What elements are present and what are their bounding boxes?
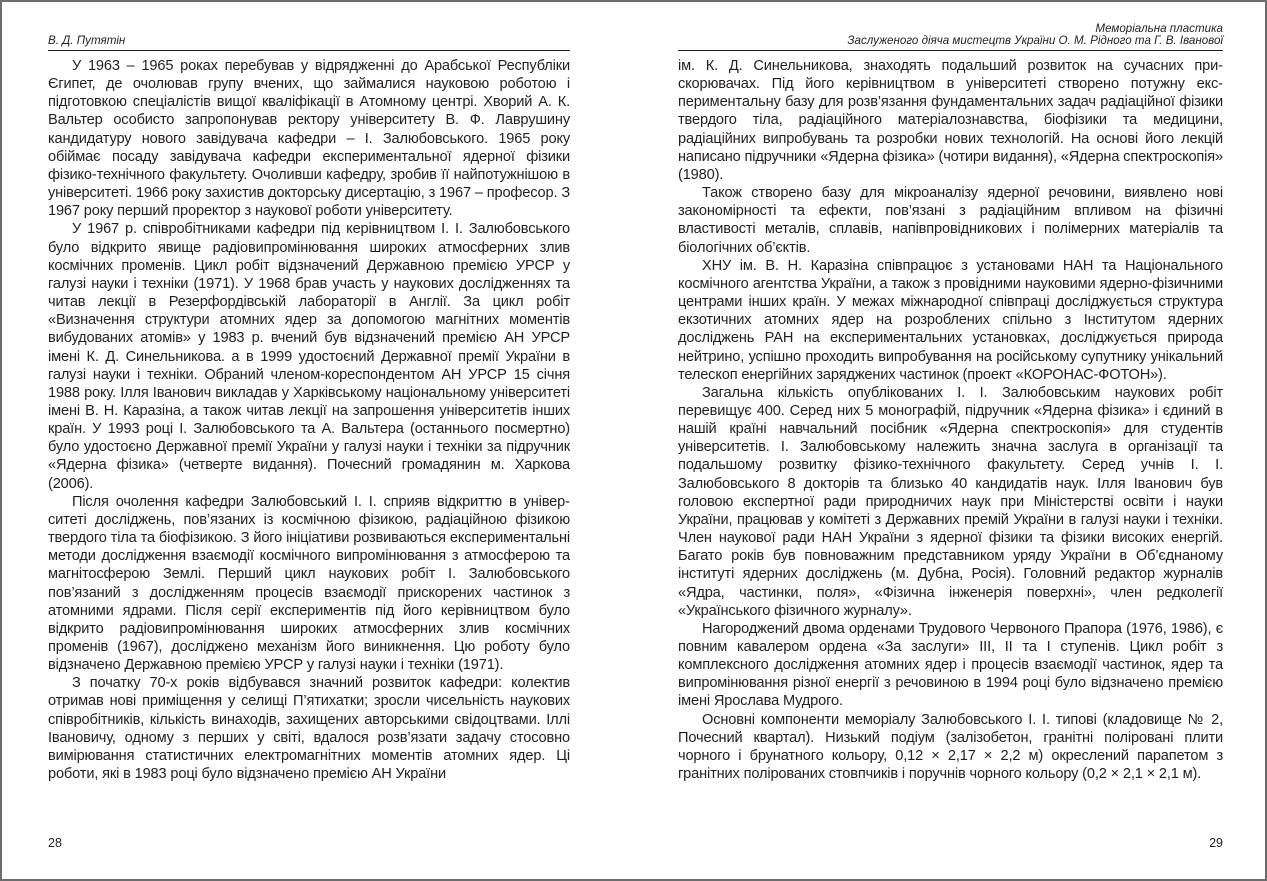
paragraph: У 1967 р. співробітниками кафедри під керівництвом І. І. Залюбовського було відкрито явище радіовипромінювання широких атмосферних злив космічних променів. Цикл робіт відзначений Державною премією УРСР у галузі науки і техніки (1971). У 1968 брав участь у наукових дослідженнях та читав лекції в Резерфордівській лабораторії в Англії. За цикл робіт «Визначення структури атомних ядер за допомогою магнітних моментів вибудованих атомів» у 1983 р. вчений був відзначений премією АН УРСР імені К. Д. Синельникова. а в 1999 удостоєний Державної премії України в галузі науки і техніки. Обраний членом-кореспондентом АН УРСР 15 січня 1988 року. Ілля Іванович викладав у Харківському національному університеті імені В. Н. Каразіна, а також читав лекції на запрошення університетів інших країн. У 1993 році І. Залюбовського та А. Вальтера (останнього посмертно) було удостоєно Державної премії України у галузі науки і техніки за підручник «Ядерна фізика» (четверте видання). Почесний громадянин м. Харкова (2006). — [48, 221, 570, 492]
left-page-body — [48, 57, 570, 783]
paragraph: ХНУ ім. В. Н. Каразіна співпрацює з установами НАН та Національного космічного агентства України, а також з провідними науковими ядерно-фізичними центрами інших країн. У межах міжнародної співпраці досліджується структура екзотичних атомних ядер на розроблених спільно з Інститутом ядерних досліджень РАН на експериментальних установках, досліджується природа нейтрино, успішно проходить випробування на російському супутнику унікальний телескоп енергійних заряджених частинок (проект «КОРОНАС-ФОТОН»). — [678, 257, 1223, 383]
running-head-left — [48, 2, 570, 51]
page-number-left: 28 — [48, 836, 62, 850]
page-number-right: 29 — [1209, 836, 1223, 850]
paragraph: Нагороджений двома орденами Трудового Червоного Прапора (1976, 1986), є повним кавалером ордена «За заслуги» III, II та I ступенів. Цикл робіт з комплексного дослідження атомних ядер і процесів взаємодії частинок, ядер та випромінювання різної енергії з речовиною в 1994 році було відзначено премією імені Ярослава Мудрого. — [678, 620, 1223, 710]
right-page — [678, 2, 1223, 879]
paragraph: Загальна кількість опублікованих І. І. Залюбовським наукових робіт перевищує 400. Серед них 5 монографій, підручник «Ядерна фізика» і єдиний в нашій країні навчальний посібник «Ядерна спектроскопія» для студентів університетів. І. Залюбовському належить значна заслуга в організації та подальшому розвитку фізико-технічного факультету. Серед учнів І. І. Залюбовського 8 докторів та близько 40 кандидатів наук. Ілля Іванович був головою експертної ради природничих наук при Міністерстві освіти і науки України, працював у комітеті з Державних премій України в галузі науки і техніки. Член наукової ради НАН України з ядерної фізики та фізики високих енергій. Багато років був повноважним представником уряду України в Об’єднаному інституті ядерних досліджень (м. Дубна, Росія). Головний редактор журналів «Ядра, частинки, поля», «Фізична інженерія поверхні», член редколегії «Українського фізичного журналу». — [678, 384, 1223, 619]
running-head-right — [678, 2, 1223, 51]
right-page-body — [678, 57, 1223, 783]
left-page — [48, 2, 570, 879]
continued-paragraph: ім. К. Д. Синельникова, знаходять подальший розвиток на сучасних прискорювачах. Під його керівництвом в університеті створено потужну експериментальну базу для розв’язання фундаментальних задач радіаційної фізики твердого тіла, радіаційного матеріалознавства, біофізики та медицини, радіаційних випробувань та розробки нових технологій. На основі його лекцій написано підручники «Ядерна фізика» (чотири видання), «Ядерна спектроскопія» (1980). — [678, 58, 1223, 183]
paragraph: Також створено базу для мікроаналізу ядерної речовини, виявлено нові закономірності та ефекти, пов’язані з радіаційним впливом на фізичні властивості металів, сплавів, напівпровідникових і полімерних матеріалів та біологічних об’єктів. — [678, 185, 1223, 256]
running-head-title-line-1: Меморіальна пластика — [1095, 22, 1223, 35]
running-head-title-line-2: Заслуженого діяча мистецтв України О. М. Рідного та Г. В. Іванової — [847, 34, 1223, 47]
paragraph: Основні компоненти меморіалу Залюбовського І. І. типові (кладовище № 2, Почесний квартал). Низький подіум (залізобетон, гранітні поліровані плити чорного і брунатного кольору, 0,12 × 2,17 × 2,2 м) окреслений парапетом з гранітних полірованих стовпчиків і поручнів чорного кольору (0,2 × 2,1 × 2,1 м). — [678, 711, 1223, 783]
paragraph: У 1963 – 1965 роках перебував у відрядженні до Арабської Республіки Єгипет, де очолював групу вчених, що займалися науковою роботою і підготовкою спеціалістів вищої кваліфікації в Атомному центрі. Хворий А. К. Вальтер особисто запропонував ректору університету В. Ф. Лаврушину кандидатуру нового завідувача кафедри – І. Залюбовського. 1965 року обіймає посаду завідувача кафедри експериментальної ядерної фізики фізико-технічного факультету. Очоливши кафедру, зробив її найпотужнішою в університеті. 1966 року захистив докторську дисертацію, з 1967 – професор. З 1967 року перший проректор з наукової роботи університету. — [48, 58, 570, 220]
paragraph: Після очолення кафедри Залюбовський І. І. сприяв відкриттю в університеті досліджень, пов’язаних із космічною фізикою, радіаційною фізикою твердого тіла та біофізикою. З його ініціативи розвиваються експериментальні методи дослідження взаємодії космічного випромінювання з атмосферою та магнітосферою Землі. Перший цикл наукових робіт І. Залюбовського пов’язаний з дослідженням процесів взаємодії прискорених частинок з атомними ядрами. Після серії експериментів під його керівництвом було відкрито радіовипромінювання широких атмосферних злив космічних променів (1967), досліджено механізм його виникнення. Цю роботу було відзначено Державною премією УРСР у галузі науки і техніки (1971). — [48, 493, 570, 674]
paragraph: З початку 70-х років відбувався значний розвиток кафедри: колектив отримав нові приміщення у селищі П’ятихатки; зросли чисельність наукових співробітників, кількість винаходів, захищених авторськими свідоцтвами. Іллі Івановичу, одному з перших у світі, вдалося розв’язати задачу стосовно вимірювання статистичних електромагнітних моментів атомних ядер. Ці роботи, які в 1983 році було відзначено премією АН України — [48, 675, 570, 783]
running-head-author: В. Д. Путятін — [48, 34, 126, 47]
running-head-title — [847, 23, 1223, 47]
